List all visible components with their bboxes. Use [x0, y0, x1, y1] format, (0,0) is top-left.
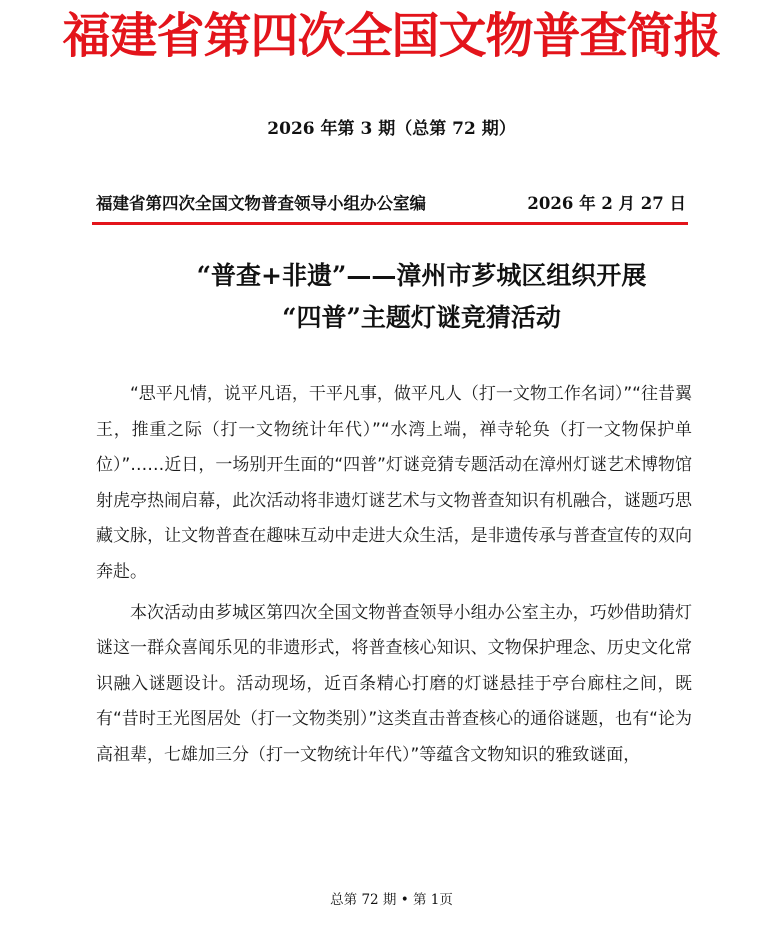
issue-number: 2026 年第 3 期（总第 72 期）	[267, 119, 516, 139]
page-footer: 总第 72 期 • 第 1页	[330, 892, 453, 908]
masthead-title: 福建省第四次全国文物普查简报	[62, 8, 721, 64]
paragraph: “思平凡情，说平凡语，干平凡事，做平凡人（打一文物工作名词）”“往昔翼王，推重之际（打一文物统计年代）”“水湾上端，禅寺轮奂（打一文物保护单位）”……近日，一场别开生面的“四普”灯谜竞猜专题活动在漳州灯谜艺术博物馆射虎亭热闹启幕，此次活动将非遗灯谜艺术与文物普查知识有机融合，谜题巧思藏文脉，让文物普查在趣味互动中走进大众生活，是非遗传承与普查宣传的双向奔赴。	[96, 384, 692, 582]
article-body	[96, 377, 692, 774]
publisher: 福建省第四次全国文物普查领导小组办公室编	[96, 194, 426, 213]
article-title-line2: “四普”主题灯谜竞猜活动	[282, 303, 561, 332]
article-title-line1: “普查+非遗”——漳州市芗城区组织开展	[196, 261, 647, 290]
paragraph: 本次活动由芗城区第四次全国文物普查领导小组办公室主办，巧妙借助猜灯谜这一群众喜闻乐见的非遗形式，将普查核心知识、文物保护理念、历史文化常识融入谜题设计。活动现场，近百条精心打磨的灯谜悬挂于亭台廊柱之间，既有“昔时王光图居处（打一文物类别）”这类直击普查核心的通俗谜题，也有“论为高祖辈，七雄加三分（打一文物统计年代）”等蕴含文物知识的雅致谜面，	[96, 602, 692, 765]
editor-line	[96, 192, 686, 216]
red-divider	[92, 222, 688, 225]
publish-date: 2026 年 2 月 27 日	[527, 194, 686, 213]
